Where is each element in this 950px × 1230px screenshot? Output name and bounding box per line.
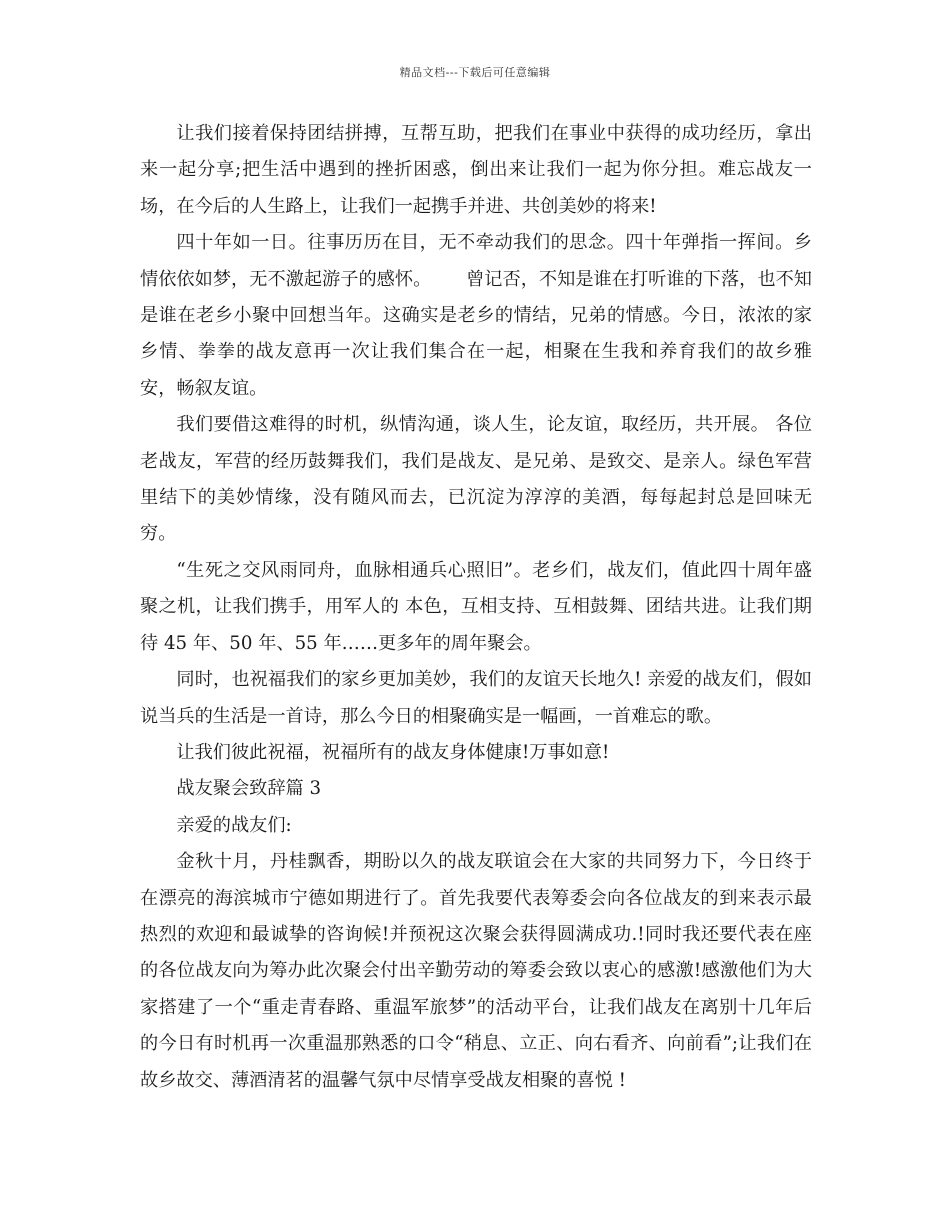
page-header: 精品文档---下载后可任意编辑 xyxy=(399,66,551,79)
salutation: 亲爱的战友们: xyxy=(176,814,292,836)
section-heading: 战友聚会致辞篇 3 xyxy=(176,778,322,800)
paragraph-6: 让我们彼此祝福，祝福所有的战友身体健康!万事如意! xyxy=(176,741,610,763)
document-body xyxy=(140,116,812,1099)
paragraph-5: 同时，也祝福我们的家乡更加美妙，我们的友谊天长地久! 亲爱的战友们，假如说当兵的生活是一首诗，那么今日的相聚确实是一幅画，一首难忘的歌。 xyxy=(140,669,812,727)
paragraph-9: 金秋十月，丹桂飘香，期盼以久的战友联谊会在大家的共同努力下，今日终于在漂亮的海滨城市宁德如期进行了。首先我要代表筹委会向各位战友的到来表示最热烈的欢迎和最诚挚的咨询候!并预祝这次聚会获得圆满成功.!同时我还要代表在座的各位战友向为筹办此次聚会付出辛勤劳动的筹委会致以衷心的感激!感激他们为大家搭建了一个“重走青春路、重温军旅梦”的活动平台，让我们战友在离别十几年后的今日有时机再一次重温那熟悉的口令“稍息、立正、向右看齐、向前看”;让我们在故乡故交、薄酒清茗的温馨气氛中尽情享受战友相聚的喜悦 ! xyxy=(140,851,812,1091)
paragraph-1: 让我们接着保持团结拼搏，互帮互助，把我们在事业中获得的成功经历，拿出来一起分享;把生活中遇到的挫折困惑，倒出来让我们一起为你分担。难忘战友一场，在今后的人生路上，让我们一起携手并进、共创美妙的将来! xyxy=(140,123,812,217)
paragraph-2: 四十年如一日。往事历历在目，无不牵动我们的思念。四十年弹指一挥间。乡情依依如梦，无不激起游子的感怀。 曾记否，不知是谁在打听谁的下落，也不知是谁在老乡小聚中回想当年。这确实是老乡的情结，兄弟的情感。今日，浓浓的家乡情、拳拳的战友意再一次让我们集合在一起，相聚在生我和养育我们的故乡雅安，畅叙友谊。 xyxy=(140,232,812,399)
paragraph-3: 我们要借这难得的时机，纵情沟通，谈人生，论友谊，取经历，共开展。 各位老战友，军营的经历鼓舞我们，我们是战友、是兄弟、是致交、是亲人。绿色军营里结下的美妙情缘，没有随风而去，已沉淀为淳淳的美酒，每每起封总是回味无穷。 xyxy=(140,414,812,545)
paragraph-4: “生死之交风雨同舟，血脉相通兵心照旧”。老乡们，战友们，值此四十周年盛聚之机，让我们携手，用军人的 本色，互相支持、互相鼓舞、团结共进。让我们期待 45 年、50 年、55 年……更多年的周年聚会。 xyxy=(140,559,812,654)
